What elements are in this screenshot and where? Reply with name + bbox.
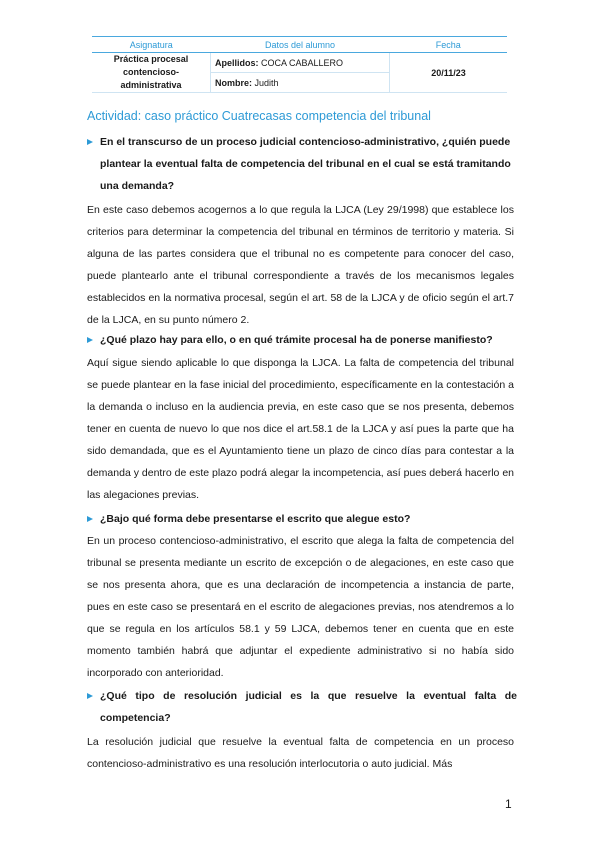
surname-value: COCA CABALLERO [261,57,344,68]
question-text: ¿Qué tipo de resolución judicial es la que resuelve la eventual falta de competencia? [100,690,517,724]
question-text: ¿Qué plazo hay para ello, o en qué trámite procesal ha de ponerse manifiesto? [100,334,493,346]
answer-4: La resolución judicial que resuelve la eventual falta de competencia en un proceso contencioso-administrativo es una resolución interlocutoria o auto judicial. Más [87,736,514,770]
bullet-triangle-icon [87,139,93,145]
header-col-date: Fecha [390,37,508,53]
subject-value: Práctica procesal contencioso-administrativa [92,53,211,93]
activity-title: Actividad: caso práctico Cuatrecasas competencia del tribunal [87,109,431,123]
surname-cell [211,53,390,73]
header-table [92,36,507,93]
answer-1: En este caso debemos acogernos a lo que regula la LJCA (Ley 29/1998) que establece los criterios para determinar la competencia del tribunal en términos de territorio y materia. Si alguna de las partes considera que el tribunal no es competente para conocer del caso, puede plantearlo ante el tribunal correspondiente a través de los mecanismos legales establecidos en la normativa procesal, según el art. 58 de la LJCA y de oficio según el art.7 de la LJCA, en su punto número 2. [87,204,514,326]
header-col-student: Datos del alumno [211,37,390,53]
answer-2: Aquí sigue siendo aplicable lo que disponga la LJCA. La falta de competencia del tribunal se puede plantear en la fase inicial del procedimiento, específicamente en la contestación a la demanda o incluso en la audiencia previa, en este caso que se nos presenta, debemos tener en cuenta de nuevo lo que nos dice el art.58.1 de la LJCA y así pues la parte que ha sido demandada, que es el Ayuntamiento tiene un plazo de cinco días para contestar a la demanda y dentro de este plazo podrá alegar la incompetencia, así pues deberá hacerlo en las alegaciones previas. [87,357,514,501]
name-label: Nombre: [215,77,253,88]
name-value: Judith [254,77,279,88]
question-4 [87,685,517,729]
date-value: 20/11/23 [390,53,508,93]
question-2 [87,329,517,351]
name-cell [211,73,390,93]
bullet-triangle-icon [87,337,93,343]
question-text: ¿Bajo qué forma debe presentarse el escrito que alegue esto? [100,513,411,525]
surname-label: Apellidos: [215,57,259,68]
question-1 [87,131,517,197]
question-3 [87,508,517,530]
bullet-triangle-icon [87,693,93,699]
answer-3: En un proceso contencioso-administrativo, el escrito que alega la falta de competencia del tribunal se presenta mediante un escrito de excepción o de alegaciones, en este caso que se nos presenta ahora, que es una declaración de incompetencia a instancia de parte, pues en este caso se presentará en el escrito de alegaciones previas, nos atendremos a lo que se regula en los artículos 58.1 y 59 LJCA, debemos tener en cuenta que en este momento también habrá que adjuntar el expediente administrativo si no había sido incorporado con anterioridad. [87,535,514,679]
page-number: 1 [505,797,512,811]
bullet-triangle-icon [87,516,93,522]
question-text: En el transcurso de un proceso judicial contencioso-administrativo, ¿quién puede plantear la eventual falta de competencia del tribunal en el cual se está tramitando una demanda? [100,136,511,192]
header-col-subject: Asignatura [92,37,211,53]
